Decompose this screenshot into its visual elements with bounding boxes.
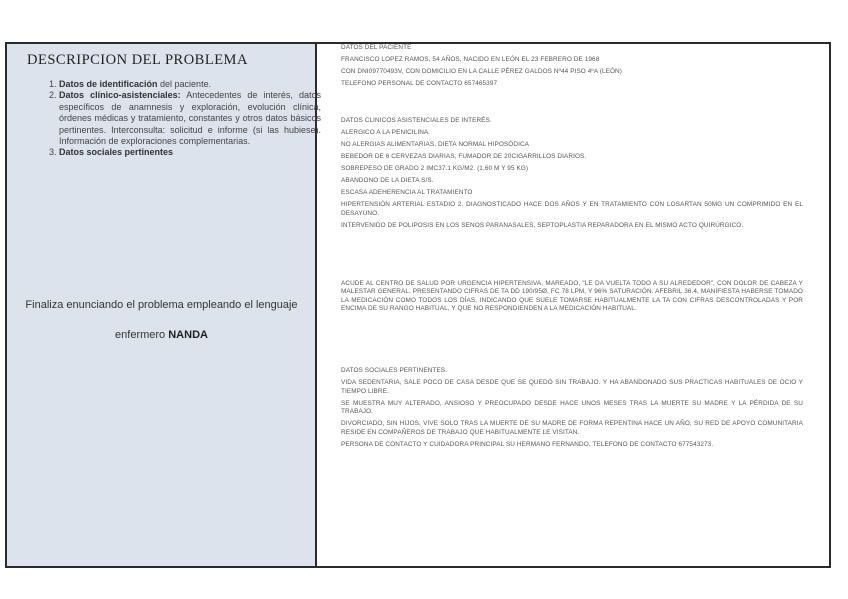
- slide-frame: [5, 42, 831, 568]
- closing-instruction: [19, 290, 304, 350]
- list-item: [59, 147, 321, 158]
- right-panel: [317, 44, 829, 566]
- text-line: PERSONA DE CONTACTO Y CUIDADORA PRINCIPAL SU HERMANO FERNANDO, TELEFONO DE CONTACTO 677543273.: [341, 440, 714, 448]
- text-line: CON DNI09770493V, CON DOMICILIO EN LA CALLE PÉREZ GALDOS Nº44 PISO 4ºA (LEÓN): [341, 68, 622, 76]
- text-line: ALERGICO A LA PENICILINA.: [341, 129, 431, 137]
- consultation-section: [341, 280, 803, 317]
- text-line: SOBREPESO DE GRADO 2 IMC37.1 KG/M2. (1,60 M Y 95 KG): [341, 165, 529, 173]
- list-item-bold: Datos de identificación: [59, 79, 158, 89]
- section-title: DATOS CLINICOS ASISTENCIALES DE INTERÉS.: [341, 117, 492, 124]
- list-item-bold: Datos clínico-asistenciales:: [59, 90, 181, 101]
- section-title: DATOS DEL PACIENTE: [341, 44, 412, 51]
- text-line: ESCASA ADEHERENCIA AL TRATAMIENTO: [341, 189, 473, 197]
- text-line: VIDA SEDENTARIA, SALE POCO DE CASA DESDE QUE SE QUEDÓ SIN TRABAJO. Y HA ABANDONADO SUS PRACTICAS HABITUALES DE OCIO Y TIEMPO LIBRE.: [341, 379, 803, 395]
- consultation-paragraph: ACUDE AL CENTRO DE SALUD POR URGENCIA HIPERTENSIVA, MAREADO, “LE DA VUELTA TODO A SU ALREDEDOR”, CON DOLOR DE CABEZA Y MALESTAR GENERAL. PRESENTANDO CIFRAS DE TA DD 190/95Ø, FC 78 LPM, Y 96% SATURACIÓN. AFEBRIL 36.4, MANIFIESTA HABERSE TOMADO LA MEDICACIÓN COMO TODOS LOS DÍAS, INDICANDO QUE SUELE TOMARSE HABITUALMENTE LA TA CON CIFRAS DESCONTROLADAS Y POR ENCIMA DE SU RANGO HABITUAL, Y QUE NO RESPONDIENDEN A LA MEDICACIÓN HABITUAL.: [341, 280, 803, 313]
- text-line: HIPERTENSIÓN ARTERIAL ESTADIO 2, DIAGNOSTICADO HACE DOS AÑOS Y EN TRATAMIENTO CON LOSARTAN 50MG UN COMPRIMIDO EN EL DESAYUNO.: [341, 201, 803, 217]
- patient-data-section: [341, 44, 803, 92]
- list-item: [59, 79, 321, 90]
- text-line: FRANCISCO LOPEZ RAMOS, 54 AÑOS, NACIDO EN LEÓN EL 23 FEBRERO DE 1968: [341, 56, 600, 64]
- text-line: INTERVENIDO DE POLIPOSIS EN LOS SENOS PARANASALES, SEPTOPLASTIA REPARADORA EN EL MISMO ACTO QUIRÚRGICO.: [341, 221, 744, 229]
- clinical-data-section: [341, 117, 803, 234]
- text-line: ABANDONO DE LA DIETA S/S.: [341, 177, 434, 185]
- text-line: SE MUESTRA MUY ALTERADO, ANSIOSO Y PREOCUPADO DESDE HACE UNOS MESES TRAS LA MUERTE SU MADRE Y LA PÉRDIDA DE SU TRABAJO.: [341, 399, 803, 416]
- list-item-text: del paciente.: [157, 79, 212, 89]
- text-line: TELEFONO PERSONAL DE CONTACTO 657465397: [341, 80, 498, 88]
- text-line: BEBEDOR DE 6 CERVEZAS DIARIAS, FUMADOR DE 20CIGARRILLOS DIARIOS.: [341, 153, 587, 161]
- left-panel: [7, 44, 322, 566]
- criteria-list: [29, 79, 321, 159]
- list-item-text: Antecedentes de interés, datos específicos de anamnesis y exploración, evolución clínica, órdenes médicas y tratamiento, constantes y otros datos básicos pertinentes. Interconsulta: solicitud e informe (si las hubiese). Información de exploraciones complementarias.: [59, 90, 322, 147]
- list-item: [59, 90, 321, 147]
- panel-title: DESCRIPCION DEL PROBLEMA: [27, 52, 248, 68]
- text-line: DIVORCIADO, SIN HIJOS, VIVE SOLO TRAS LA MUERTE DE SU MADRE DE FORMA REPENTINA HACE UN AÑO, SU RED DE APOYO COMUNITARIA RESIDE EN COMPAÑEROS DE TRABAJO QUE HABITUALMENTE LE VISITAN.: [341, 420, 803, 436]
- closing-text: Finaliza enunciando el problema empleando el lenguaje enfermero: [25, 299, 298, 341]
- section-title: DATOS SOCIALES PERTINENTES.: [341, 367, 448, 374]
- text-line: NO ALERGIAS ALIMENTARIAS, DIETA NORMAL HIPOSÓDICA: [341, 141, 530, 149]
- social-data-section: [341, 367, 803, 453]
- closing-bold: NANDA: [168, 329, 208, 341]
- list-item-bold: Datos sociales pertinentes: [59, 147, 174, 158]
